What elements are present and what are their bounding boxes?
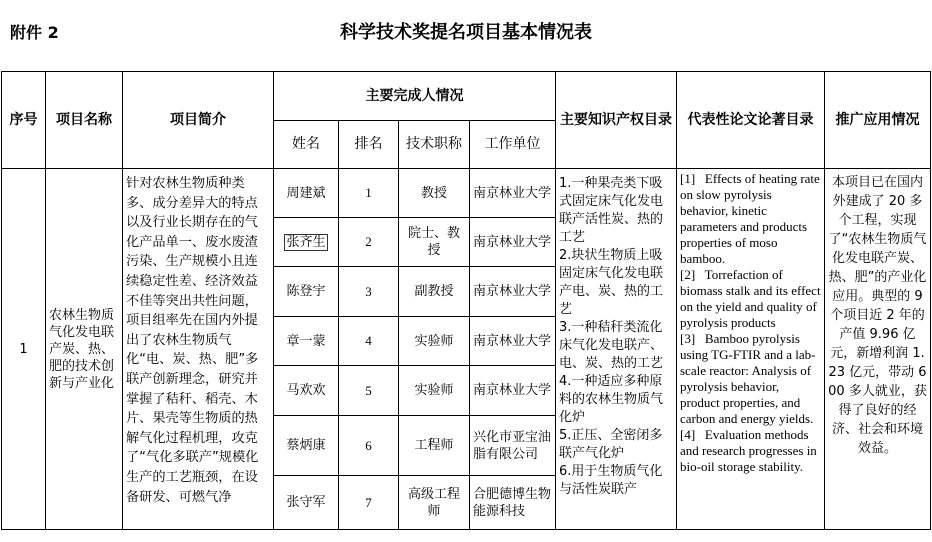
- col-papers: 代表性论文论著目录: [677, 72, 825, 169]
- col-rank: 排名: [339, 121, 399, 169]
- contributor-employer: 兴化市亚宝油脂有限公司: [470, 416, 556, 476]
- table-row: [2, 169, 931, 218]
- contributor-rank: 1: [339, 169, 399, 218]
- contributor-rank: 4: [339, 317, 399, 366]
- col-employer: 工作单位: [470, 121, 556, 169]
- contributor-name: 张守军: [274, 476, 339, 530]
- ip-list: 1.一种果壳类下吸式固定床气化发电联产活性炭、热的工艺 2.块状生物质上吸固定床气化发电联产电、炭、热的工艺 3.一种秸秆类流化床气化发电联产、电、炭、热的工艺 4.一种适应多种原料的农林生物质气化炉 5.正压、全密闭多联产气化炉 6.用于生物质气化与活性炭联产: [559, 176, 664, 497]
- col-title: 技术职称: [399, 121, 470, 169]
- contributor-name-selected: 张齐生: [286, 234, 326, 250]
- contributor-name: [274, 218, 339, 267]
- header-row-1: [2, 72, 931, 121]
- row-promotion: 本项目已在国内外建成了 20 多个工程，实现了“农林生物质气化发电联产炭、热、肥”的产业化应用。典型的 9 个项目近 2 年的产值 9.96 亿元，新增利润 1.23 亿元，带动 600 多人就业，获得了良好的经济、社会和环境效益。: [825, 169, 931, 530]
- contributor-name: 蔡炳康: [274, 416, 339, 476]
- contributor-rank: 6: [339, 416, 399, 476]
- attachment-label: 附件 2: [10, 23, 59, 42]
- page-title: 科学技术奖提名项目基本情况表: [340, 22, 592, 43]
- row-papers: [677, 169, 825, 530]
- col-ip: 主要知识产权目录: [556, 72, 677, 169]
- col-main-contributors: 主要完成人情况: [274, 72, 556, 121]
- contributor-rank: 2: [339, 218, 399, 267]
- row-ip: [556, 169, 677, 530]
- contributor-employer: 合肥德博生物能源科技: [470, 476, 556, 530]
- col-project-intro: 项目简介: [123, 72, 274, 169]
- contributor-rank: 7: [339, 476, 399, 530]
- contributor-rank: 3: [339, 267, 399, 317]
- row-intro: 针对农林生物质种类多、成分差异大的特点以及行业长期存在的气化产品单一、废水废渣污染、生产规模小且连续稳定性差、经济效益不佳等突出共性问题，项目组率先在国内外提出了农林生物质气化“电、炭、热、肥”多联产创新理念，研究并掌握了秸秆、稻壳、木片、果壳等生物质的热解气化过程机理，攻克了“气化多联产”规模化生产的工艺瓶颈，在设备研发、可燃气净: [123, 169, 274, 530]
- row-project-name: 农林生物质气化发电联产炭、热、肥的技术创新与产业化: [46, 169, 123, 530]
- contributor-name: 马欢欢: [274, 366, 339, 416]
- row-seq: 1: [2, 169, 46, 530]
- contributor-title: 教授: [399, 169, 470, 218]
- contributor-name: 章一蒙: [274, 317, 339, 366]
- contributor-employer: 南京林业大学: [470, 169, 556, 218]
- contributor-name: 陈登宇: [274, 267, 339, 317]
- contributor-employer: 南京林业大学: [470, 366, 556, 416]
- col-project-name: 项目名称: [46, 72, 123, 169]
- contributor-employer: 南京林业大学: [470, 267, 556, 317]
- project-table: [1, 71, 931, 530]
- contributor-title: 院士、教授: [399, 218, 470, 267]
- contributor-title: 实验师: [399, 317, 470, 366]
- col-name: 姓名: [274, 121, 339, 169]
- contributor-rank: 5: [339, 366, 399, 416]
- col-promotion: 推广应用情况: [825, 72, 931, 169]
- contributor-employer: 南京林业大学: [470, 317, 556, 366]
- contributor-title: 副教授: [399, 267, 470, 317]
- contributor-title: 实验师: [399, 366, 470, 416]
- contributor-employer: 南京林业大学: [470, 218, 556, 267]
- contributor-title: 高级工程师: [399, 476, 470, 530]
- contributor-name: 周建斌: [274, 169, 339, 218]
- papers-list: [1] Effects of heating rate on slow pyrolysis behavior, kinetic parameters and products properties of moso bamboo. [2] Torrefaction of biomass stalk and its effect on the yield and quality of pyrolysis products [3] Bamboo pyrolysis using TG-FTIR and a lab-scale reactor: Analysis of pyrolysis behavior, product properties, and carbon and energy yields. [4] Evaluation methods and research progresses in bio-oil storage stability.: [680, 171, 821, 474]
- contributor-title: 工程师: [399, 416, 470, 476]
- col-seq: 序号: [2, 72, 46, 169]
